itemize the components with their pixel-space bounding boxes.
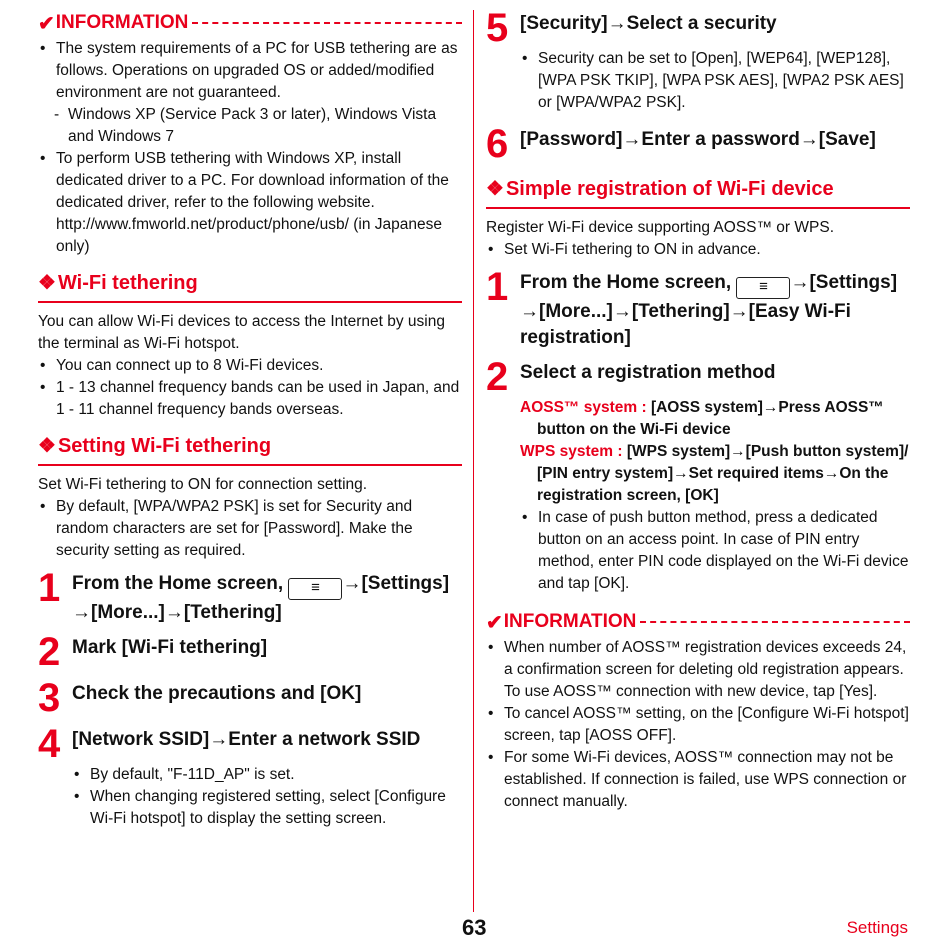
step-number: 5	[486, 6, 507, 50]
section-title: Wi-Fi tethering	[57, 272, 198, 294]
step-2	[486, 357, 910, 397]
step-number: 3	[38, 676, 59, 720]
step-text: [Network SSID]→Enter a network SSID	[72, 729, 421, 750]
option-label: WPS system :	[520, 443, 627, 460]
info-bullet: • The system requirements of a PC for USB tethering are as follows. Operations on upgraded OS or added/modified environment are not guaranteed.	[38, 38, 462, 104]
info-bullet: • For some Wi-Fi devices, AOSS™ connection may not be established. If connection is failed, use WPS connection or connect manually.	[486, 747, 910, 813]
left-column	[38, 8, 462, 830]
step-2	[38, 632, 462, 672]
dashed-rule	[192, 22, 462, 24]
info-bullet: • To perform USB tethering with Windows XP, install dedicated driver to a PC. For download information of the dedicated driver, refer to the following website. http://www.fmworld.net/product/phone/usb/ (in Japanese only)	[38, 148, 462, 258]
option-text: [AOSS system]→Press AOSS™ button on the Wi-Fi device	[537, 399, 884, 438]
step-text: From the Home screen,	[520, 272, 737, 293]
step-text: →[Settings] →[More...]→[Tethering]	[72, 573, 450, 623]
diamond-icon: ❖	[38, 435, 56, 457]
info-sub-bullet: - Windows XP (Service Pack 3 or later), Windows Vista and Windows 7	[38, 104, 462, 148]
step-1	[38, 568, 462, 626]
step-number: 1	[486, 265, 507, 309]
wps-option	[520, 441, 910, 507]
information-heading	[38, 10, 462, 36]
step-text: Check the precautions and [OK]	[72, 683, 362, 704]
dashed-rule	[640, 621, 910, 623]
step-number: 6	[486, 122, 507, 166]
section-heading-setting-wifi-tethering	[38, 433, 462, 466]
check-icon: ✔	[38, 12, 55, 35]
bullet: • In case of push button method, press a dedicated button on an access point. In case of PIN entry method, enter PIN code displayed on the Wi-Fi device and tap [OK].	[520, 507, 910, 595]
step-text: Select a registration method	[520, 362, 776, 383]
step-text: From the Home screen,	[72, 573, 289, 594]
bullet: • When changing registered setting, select [Configure Wi-Fi hotspot] to display the setting screen.	[72, 786, 462, 830]
option-text: [WPS system]→[Push button system]/ [PIN entry system]→Set required items→On the registration screen, [OK]	[537, 443, 909, 504]
paragraph: You can allow Wi-Fi devices to access the Internet by using the terminal as Wi-Fi hotspot.	[38, 313, 445, 352]
paragraph: Set Wi-Fi tethering to ON for connection setting.	[38, 476, 368, 493]
paragraph: Register Wi-Fi device supporting AOSS™ or WPS.	[486, 219, 835, 236]
step-6	[486, 124, 910, 164]
section-title: Simple registration of Wi-Fi device	[505, 178, 834, 200]
step-number: 2	[38, 630, 59, 674]
step-number: 4	[38, 722, 59, 766]
bullet: • Security can be set to [Open], [WEP64], [WEP128], [WPA PSK TKIP], [WPA PSK AES], [WPA2 PSK AES] or [WPA/WPA2 PSK].	[520, 48, 910, 114]
step-text: Mark [Wi-Fi tethering]	[72, 637, 268, 658]
step-text: [Security]→Select a security	[520, 13, 777, 34]
information-title: INFORMATION	[503, 611, 637, 632]
information-title: INFORMATION	[55, 12, 189, 33]
menu-key-icon: ≡	[288, 578, 342, 600]
bullet: • You can connect up to 8 Wi-Fi devices.	[38, 355, 462, 377]
info-bullet: • To cancel AOSS™ setting, on the [Configure Wi-Fi hotspot] screen, tap [AOSS OFF].	[486, 703, 910, 747]
bullet: • By default, [WPA/WPA2 PSK] is set for Security and random characters are set for [Password]. Make the security setting as required.	[38, 496, 462, 562]
step-text: [Password]→Enter a password→[Save]	[520, 129, 876, 150]
option-label: AOSS™ system :	[520, 399, 651, 416]
bullet: • Set Wi-Fi tethering to ON in advance.	[486, 239, 910, 261]
step-number: 2	[486, 355, 507, 399]
menu-key-icon: ≡	[736, 277, 790, 299]
column-divider	[473, 10, 474, 912]
aoss-option	[520, 397, 910, 441]
section-heading-wifi-tethering	[38, 270, 462, 303]
bullet: • By default, "F-11D_AP" is set.	[72, 764, 462, 786]
right-column	[486, 8, 910, 813]
section-footer: Settings	[846, 918, 908, 937]
info-bullet: • When number of AOSS™ registration devices exceeds 24, a confirmation screen for deleting old registration appears. To use AOSS™ connection with new device, tap [Yes].	[486, 637, 910, 703]
step-number: 1	[38, 566, 59, 610]
step-1	[486, 267, 910, 351]
step-3	[38, 678, 462, 718]
step-4	[38, 724, 462, 764]
diamond-icon: ❖	[486, 178, 504, 200]
section-heading-simple-registration	[486, 176, 910, 209]
diamond-icon: ❖	[38, 272, 56, 294]
step-text: →[Settings] →[More...]→[Tethering]→[Easy Wi-Fi registration]	[520, 272, 898, 348]
page-number: 63	[462, 915, 487, 940]
step-5	[486, 8, 910, 48]
information-heading	[486, 609, 910, 635]
bullet: • 1 - 13 channel frequency bands can be used in Japan, and 1 - 11 channel frequency bands overseas.	[38, 377, 462, 421]
check-icon: ✔	[486, 611, 503, 634]
section-title: Setting Wi-Fi tethering	[57, 435, 272, 457]
